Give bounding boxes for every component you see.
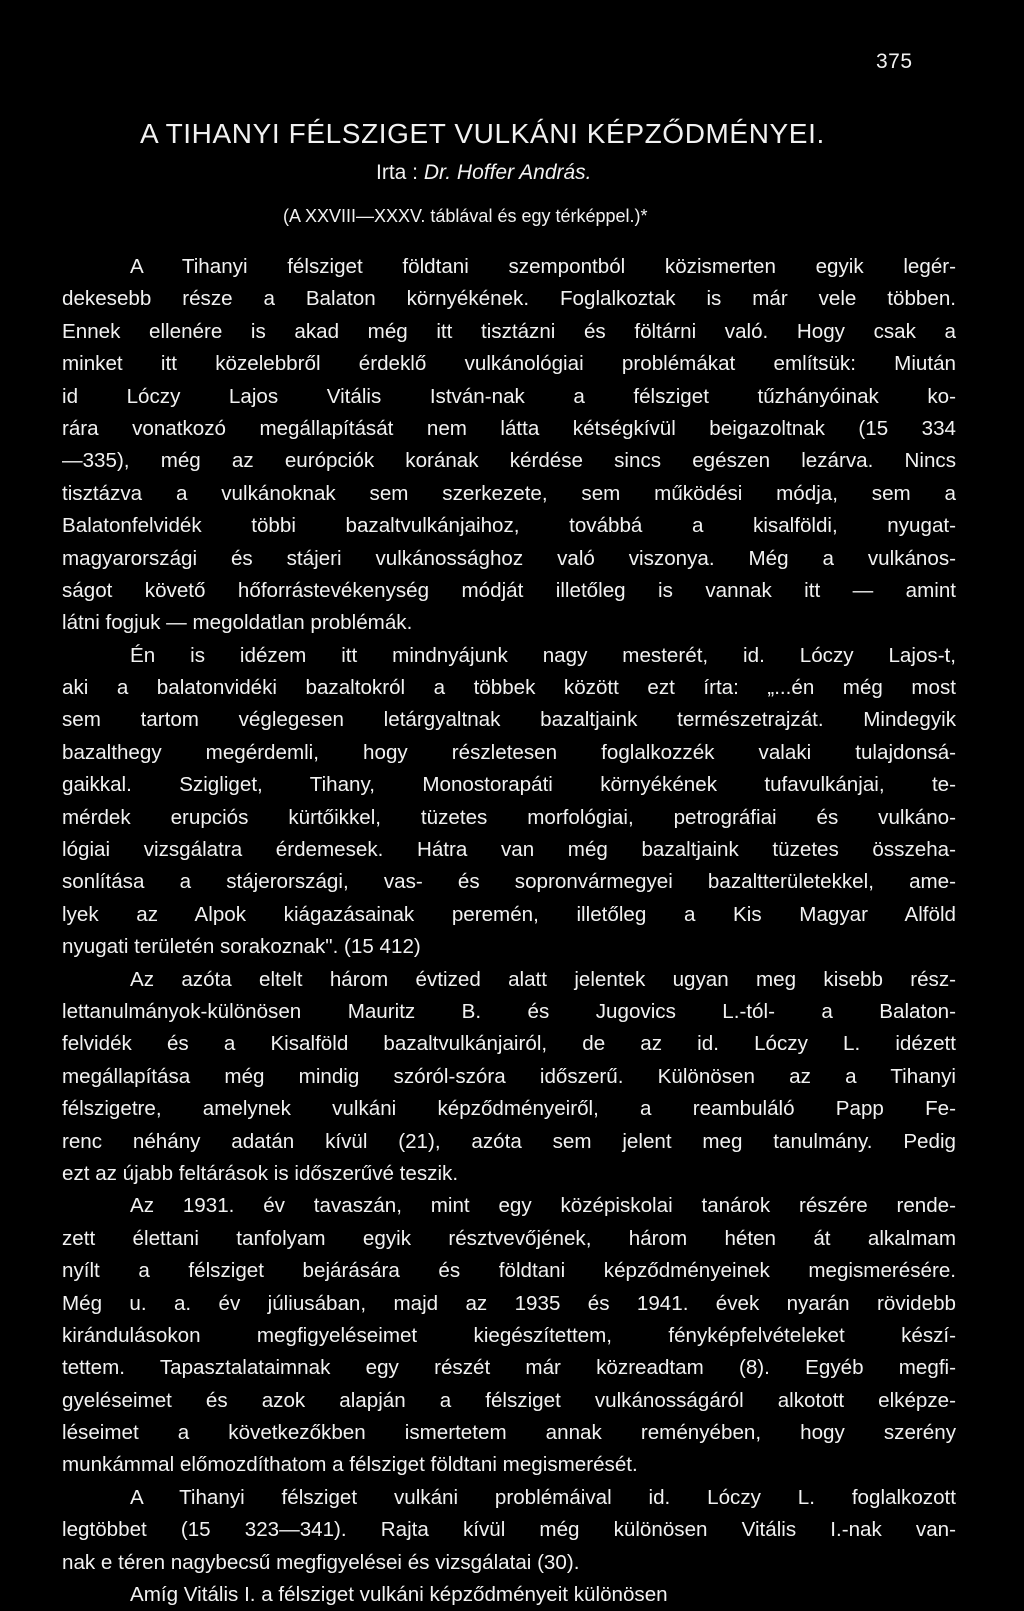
text-line: Az azóta eltelt három évtized alatt jelentek ugyan meg kisebb rész- (130, 967, 956, 991)
text-line: Én is idézem itt mindnyájunk nagy mesterét, id. Lóczy Lajos-t, (130, 643, 956, 667)
text-line: ezt az újabb feltárások is időszerűvé teszik. (62, 1161, 459, 1185)
text-line: Még u. a. év júliusában, majd az 1935 és 1941. évek nyarán rövidebb (62, 1291, 956, 1315)
text-line: aki a balatonvidéki bazaltokról a többek között ezt írta: „...én még most (62, 676, 956, 700)
text-line: nak e téren nagybecsű megfigyelései és vizsgálatai (30). (62, 1550, 580, 1574)
text-line: Ennek ellenére is akad még itt tisztázni és föltárni való. Hogy csak a (62, 319, 956, 343)
text-line: mérdek erupciós kürtőikkel, tüzetes morfológiai, petrográfiai és vulkáno- (62, 805, 956, 829)
text-line: magyarországi és stájeri vulkánossághoz való viszonya. Még a vulkános- (62, 546, 956, 570)
text-line: gaikkal. Szigliget, Tihany, Monostorapáti környékének tufavulkánjai, te- (62, 773, 956, 797)
plates-note: (A XXVIII—XXXV. táblával és egy térképpel.)* (283, 206, 648, 226)
body-text (62, 251, 956, 1611)
text-line: nyílt a félsziget bejárására és földtani képződményeinek megismerésére. (62, 1259, 956, 1283)
text-line: sem tartom véglegesen letárgyaltnak bazaltjaink természetrajzát. Mindegyik (62, 708, 956, 732)
text-line: lyek az Alpok kiágazásainak peremén, illetőleg a Kis Magyar Alföld (62, 902, 956, 926)
article-title: A TIHANYI FÉLSZIGET VULKÁNI KÉPZŐDMÉNYEI. (140, 118, 825, 149)
text-line: félszigetre, amelynek vulkáni képződményeiről, a reambuláló Papp Fe- (62, 1097, 956, 1121)
page-number: 375 (876, 50, 913, 73)
text-line: Amíg Vitális I. a félsziget vulkáni képződményeit különösen (130, 1583, 668, 1607)
text-line: gyeléseimet és azok alapján a félsziget vulkánosságáról alkotott elképze- (62, 1388, 956, 1412)
text-line: lettanulmányok-különösen Mauritz B. és Jugovics L.-tól- a Balaton- (62, 999, 956, 1023)
text-line: legtöbbet (15 323—341). Rajta kívül még különösen Vitális I.-nak van- (62, 1518, 956, 1542)
text-line: zett élettani tanfolyam egyik résztvevőjének, három héten át alkalmam (62, 1226, 956, 1250)
text-line: A Tihanyi félsziget vulkáni problémáival id. Lóczy L. foglalkozott (130, 1485, 956, 1509)
text-line: minket itt közelebbről érdeklő vulkánológiai problémákat említsük: Miután (62, 352, 956, 376)
text-line: rára vonatkozó megállapítását nem látta kétségkívül beigazoltnak (15 334 (62, 416, 956, 440)
text-line: léseimet a következőkben ismertetem annak reményében, hogy szerény (62, 1421, 956, 1445)
text-line: lógiai vizsgálatra érdemesek. Hátra van még bazaltjaink tüzetes összeha- (62, 838, 956, 862)
author-prefix: Irta : (376, 161, 419, 184)
text-line: Balatonfelvidék többi bazaltvulkánjaihoz, továbbá a kisalföldi, nyugat- (62, 514, 956, 538)
text-line: tettem. Tapasztalataimnak egy részét már közreadtam (8). Egyéb megfi- (62, 1356, 956, 1380)
text-line: nyugati területén sorakoznak". (15 412) (62, 935, 421, 959)
text-line: kirándulásokon megfigyeléseimet kiegészítettem, fényképfelvételeket készí- (62, 1323, 956, 1347)
text-line: munkámmal előmozdíthatom a félsziget földtani megismerését. (62, 1453, 638, 1477)
text-line: —335), még az euróрciók korának kérdése sincs egészen lezárva. Nincs (62, 449, 956, 473)
author-line (376, 161, 592, 185)
text-line: renc néhány adatán kívül (21), azóta sem jelent meg tanulmány. Pedig (62, 1129, 956, 1153)
text-line: megállapítása még mindig szóról-szóra időszerű. Különösen az a Tihanyi (62, 1064, 956, 1088)
text-line: id Lóczy Lajos Vitális István-nak a félsziget tűzhányóinak ko- (62, 384, 956, 408)
text-line: felvidék és a Kisalföld bazaltvulkánjairól, de az id. Lóczy L. idézett (62, 1032, 956, 1056)
text-line: A Tihanyi félsziget földtani szempontból közismerten egyik legér- (130, 255, 956, 278)
author-name: Dr. Hoffer András. (423, 161, 592, 184)
text-line: látni fogjuk — megoldatlan problémák. (62, 611, 413, 635)
text-line: Az 1931. év tavaszán, mint egy középiskolai tanárok részére rende- (130, 1194, 956, 1218)
text-line: ságot követő hőforrástevékenység módját illetőleg is vannak itt — amint (62, 578, 956, 602)
text-line: bazalthegy megérdemli, hogy részletesen foglalkozzék valaki tulajdonsá- (62, 740, 956, 764)
text-line: dekesebb része a Balaton környékének. Foglalkoztak is már vele többen. (62, 287, 956, 311)
text-line: sonlítása a stájerországi, vas- és sopronvármegyei bazaltterületekkel, ame- (62, 870, 956, 894)
text-line: tisztázva a vulkánoknak sem szerkezete, sem működési módja, sem a (62, 481, 956, 505)
